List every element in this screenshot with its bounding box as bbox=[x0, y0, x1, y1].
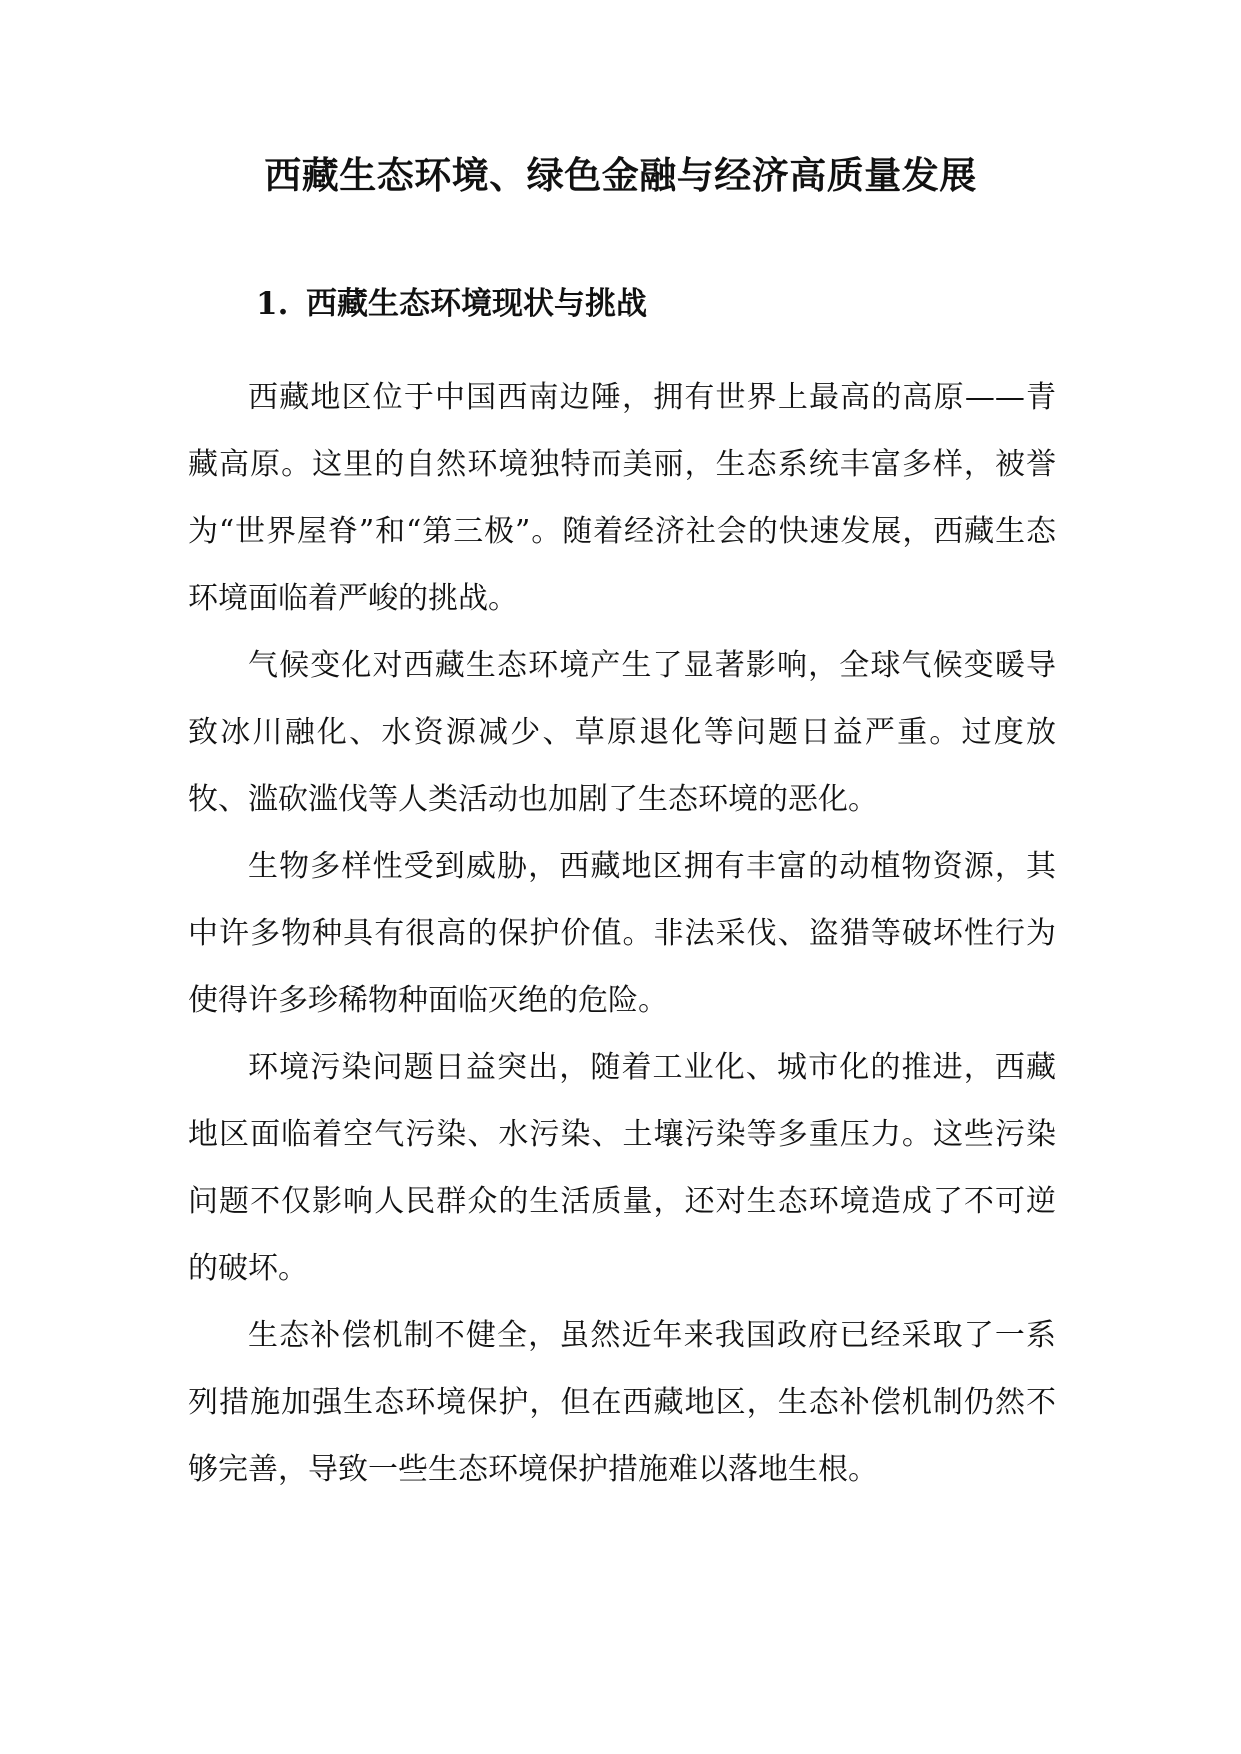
section-heading bbox=[256, 280, 647, 328]
paragraph-2: 气候变化对西藏生态环境产生了显著影响，全球气候变暖导致冰川融化、水资源减少、草原退化等问题日益严重。过度放牧、滥砍滥伐等人类活动也加剧了生态环境的恶化。 bbox=[188, 648, 1056, 817]
paragraph-4: 环境污染问题日益突出，随着工业化、城市化的推进，西藏地区面临着空气污染、水污染、土壤污染等多重压力。这些污染问题不仅影响人民群众的生活质量，还对生态环境造成了不可逆的破坏。 bbox=[188, 1050, 1056, 1286]
paragraph-1: 西藏地区位于中国西南边陲，拥有世界上最高的高原——青藏高原。这里的自然环境独特而美丽，生态系统丰富多样，被誉为“世界屋脊”和“第三极”。随着经济社会的快速发展，西藏生态环境面临着严峻的挑战。 bbox=[188, 380, 1056, 616]
document-title: 西藏生态环境、绿色金融与经济高质量发展 bbox=[264, 153, 977, 197]
section-title: 西藏生态环境现状与挑战 bbox=[306, 286, 647, 322]
paragraph-3: 生物多样性受到威胁，西藏地区拥有丰富的动植物资源，其中许多物种具有很高的保护价值。非法采伐、盗猎等破坏性行为使得许多珍稀物种面临灭绝的危险。 bbox=[188, 849, 1056, 1018]
paragraph-5: 生态补偿机制不健全，虽然近年来我国政府已经采取了一系列措施加强生态环境保护，但在西藏地区，生态补偿机制仍然不够完善，导致一些生态环境保护措施难以落地生根。 bbox=[188, 1318, 1056, 1487]
section-number: 1. bbox=[256, 286, 289, 322]
body-text bbox=[188, 364, 1056, 1503]
